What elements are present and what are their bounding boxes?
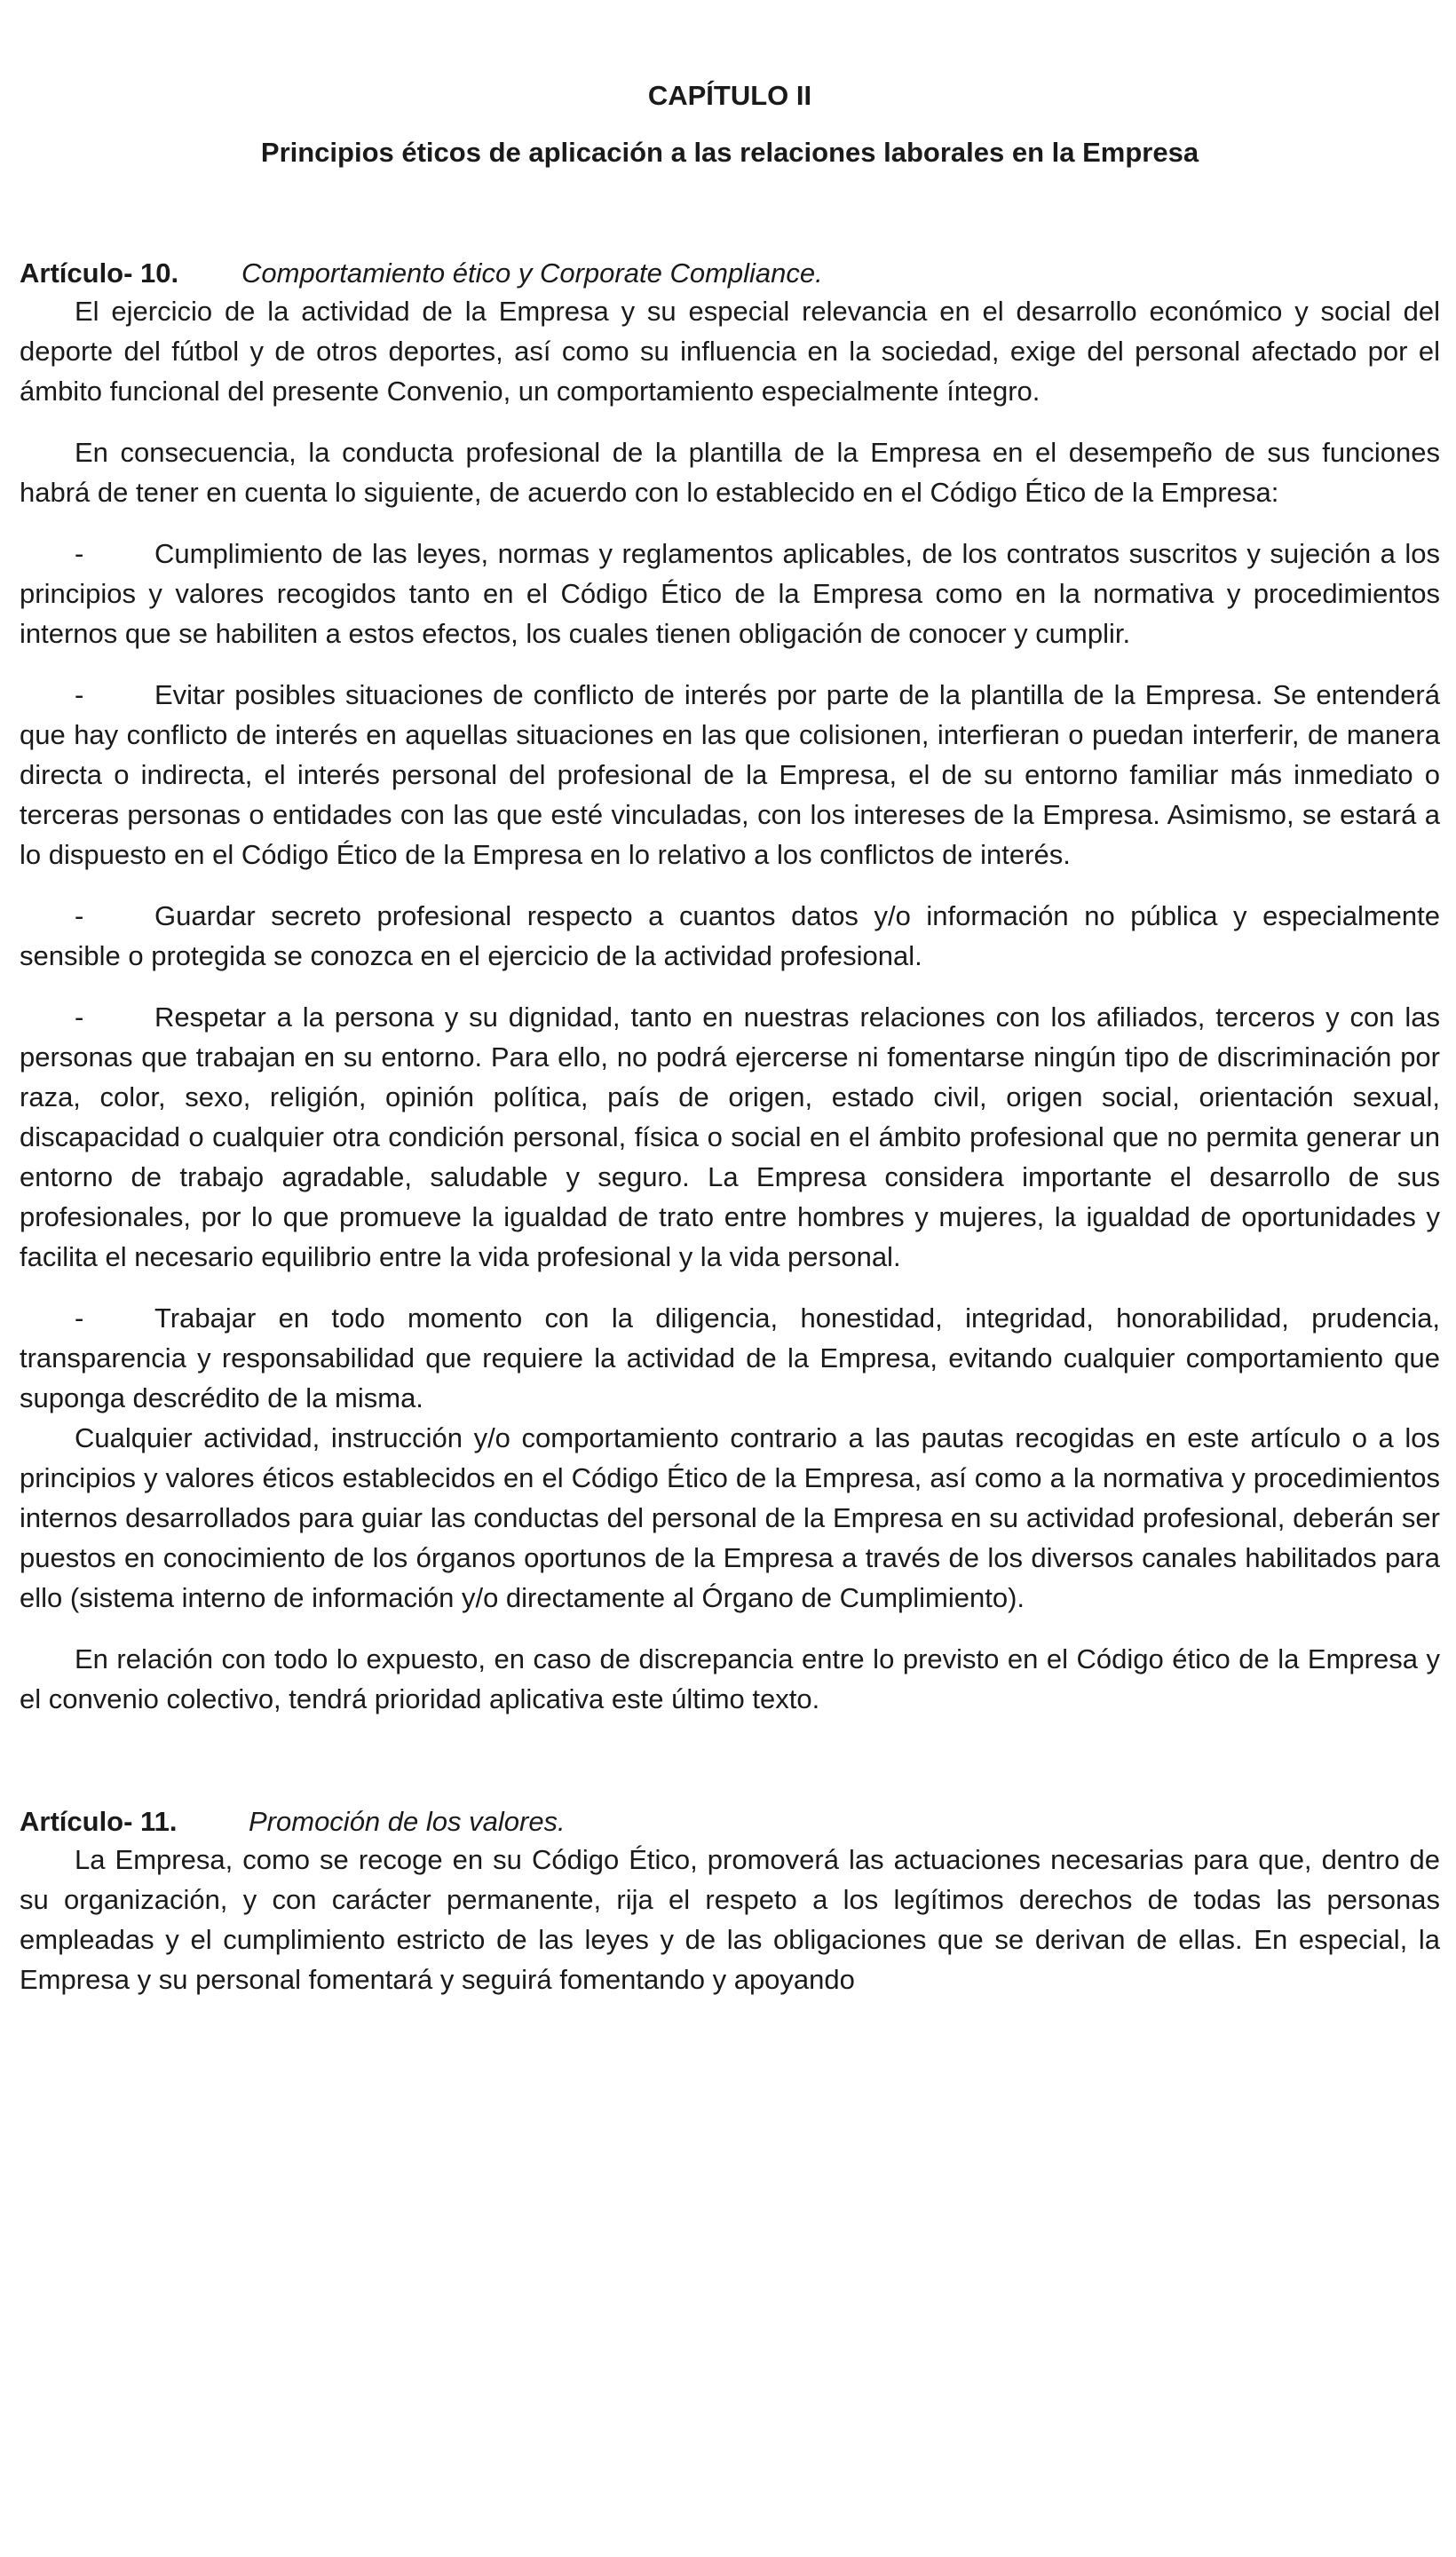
article-10-heading <box>20 256 1440 291</box>
article-10-paragraph-1: El ejercicio de la actividad de la Empresa y su especial relevancia en el desarrollo económico y social del deporte del fútbol y de otros deportes, así como su influencia en la sociedad, exige del personal afectado por el ámbito funcional del presente Convenio, un comportamiento especialmente íntegro. <box>20 296 1440 407</box>
article-11-number: Artículo- 11. <box>20 1806 178 1837</box>
bullet-text: Cumplimiento de las leyes, normas y reglamentos aplicables, de los contratos suscritos y sujeción a los principios y valores recogidos tanto en el Código Ético de la Empresa como en la normativa y procedimientos internos que se habiliten a estos efectos, los cuales tienen obligación de conocer y cumplir. <box>20 538 1440 649</box>
bullet-dash: - <box>75 1302 84 1334</box>
article-10-number: Artículo- 10. <box>20 257 179 289</box>
bullet-text: Respetar a la persona y su dignidad, tanto en nuestras relaciones con los afiliados, terceros y con las personas que trabajan en su entorno. Para ello, no podrá ejercerse ni fomentarse ningún tipo de discriminación por raza, color, sexo, religión, opinión política, país de origen, estado civil, origen social, orientación sexual, discapacidad o cualquier otra condición personal, física o social en el ámbito profesional que no permita generar un entorno de trabajo agradable, saludable y seguro. La Empresa considera importante el desarrollo de sus profesionales, por lo que promueve la igualdad de trato entre hombres y mujeres, la igualdad de oportunidades y facilita el necesario equilibrio entre la vida profesional y la vida personal. <box>20 1001 1440 1272</box>
bullet-text: Trabajar en todo momento con la diligencia, honestidad, integridad, honorabilidad, prudencia, transparencia y responsabilidad que requiere la actividad de la Empresa, evitando cualquier comportamiento que suponga descrédito de la misma. <box>20 1302 1440 1413</box>
article-10-paragraph-3: Cualquier actividad, instrucción y/o comportamiento contrario a las pautas recogidas en este artículo o a los principios y valores éticos establecidos en el Código Ético de la Empresa, así como a la normativa y procedimientos internos desarrollados para guiar las conductas del personal de la Empresa en su actividad profesional, deberán ser puestos en conocimiento de los órganos oportunos de la Empresa a través de los diversos canales habilitados para ello (sistema interno de información y/o directamente al Órgano de Cumplimiento). <box>20 1422 1440 1613</box>
article-11-title: Promoción de los valores. <box>249 1806 566 1837</box>
article-10-bullet-4 <box>20 997 1440 1277</box>
article-10-paragraph-4: En relación con todo lo expuesto, en caso de discrepancia entre lo previsto en el Código ético de la Empresa y el convenio colectivo, tendrá prioridad aplicativa este último texto. <box>20 1643 1440 1714</box>
article-10-title: Comportamiento ético y Corporate Compliance. <box>241 257 823 289</box>
article-10-bullet-5 <box>20 1298 1440 1418</box>
bullet-text: Guardar secreto profesional respecto a cuantos datos y/o información no pública y especialmente sensible o protegida se conozca en el ejercicio de la actividad profesional. <box>20 900 1440 971</box>
bullet-dash: - <box>75 900 84 931</box>
article-10-bullet-3 <box>20 896 1440 976</box>
bullet-dash: - <box>75 1001 84 1033</box>
bullet-dash: - <box>75 679 84 710</box>
chapter-subtitle: Principios éticos de aplicación a las relaciones laborales en la Empresa <box>260 137 1199 168</box>
article-11-heading <box>20 1804 1440 1840</box>
article-10-bullet-1 <box>20 534 1440 653</box>
bullet-dash: - <box>75 538 84 569</box>
article-11-paragraph-1: La Empresa, como se recoge en su Código Ético, promoverá las actuaciones necesarias para que, dentro de su organización, y con carácter permanente, rija el respeto a los legítimos derechos de todas las personas empleadas y el cumplimiento estricto de las leyes y de las obligaciones que se derivan de ellas. En especial, la Empresa y su personal fomentará y seguirá fomentando y apoyando <box>20 1844 1440 1995</box>
article-10-paragraph-2: En consecuencia, la conducta profesional de la plantilla de la Empresa en el desempeño de sus funciones habrá de tener en cuenta lo siguiente, de acuerdo con lo establecido en el Código Ético de la Empresa: <box>20 437 1440 508</box>
article-10-bullet-2 <box>20 675 1440 875</box>
chapter-title: CAPÍTULO II <box>647 80 812 111</box>
bullet-text: Evitar posibles situaciones de conflicto de interés por parte de la plantilla de la Empresa. Se entenderá que hay conflicto de interés en aquellas situaciones en las que colisionen, interfieran o puedan interferir, de manera directa o indirecta, el interés personal del profesional de la Empresa, el de su entorno familiar más inmediato o terceras personas o entidades con las que esté vinculadas, con los intereses de la Empresa. Asimismo, se estará a lo dispuesto en el Código Ético de la Empresa en lo relativo a los conflictos de interés. <box>20 679 1440 870</box>
